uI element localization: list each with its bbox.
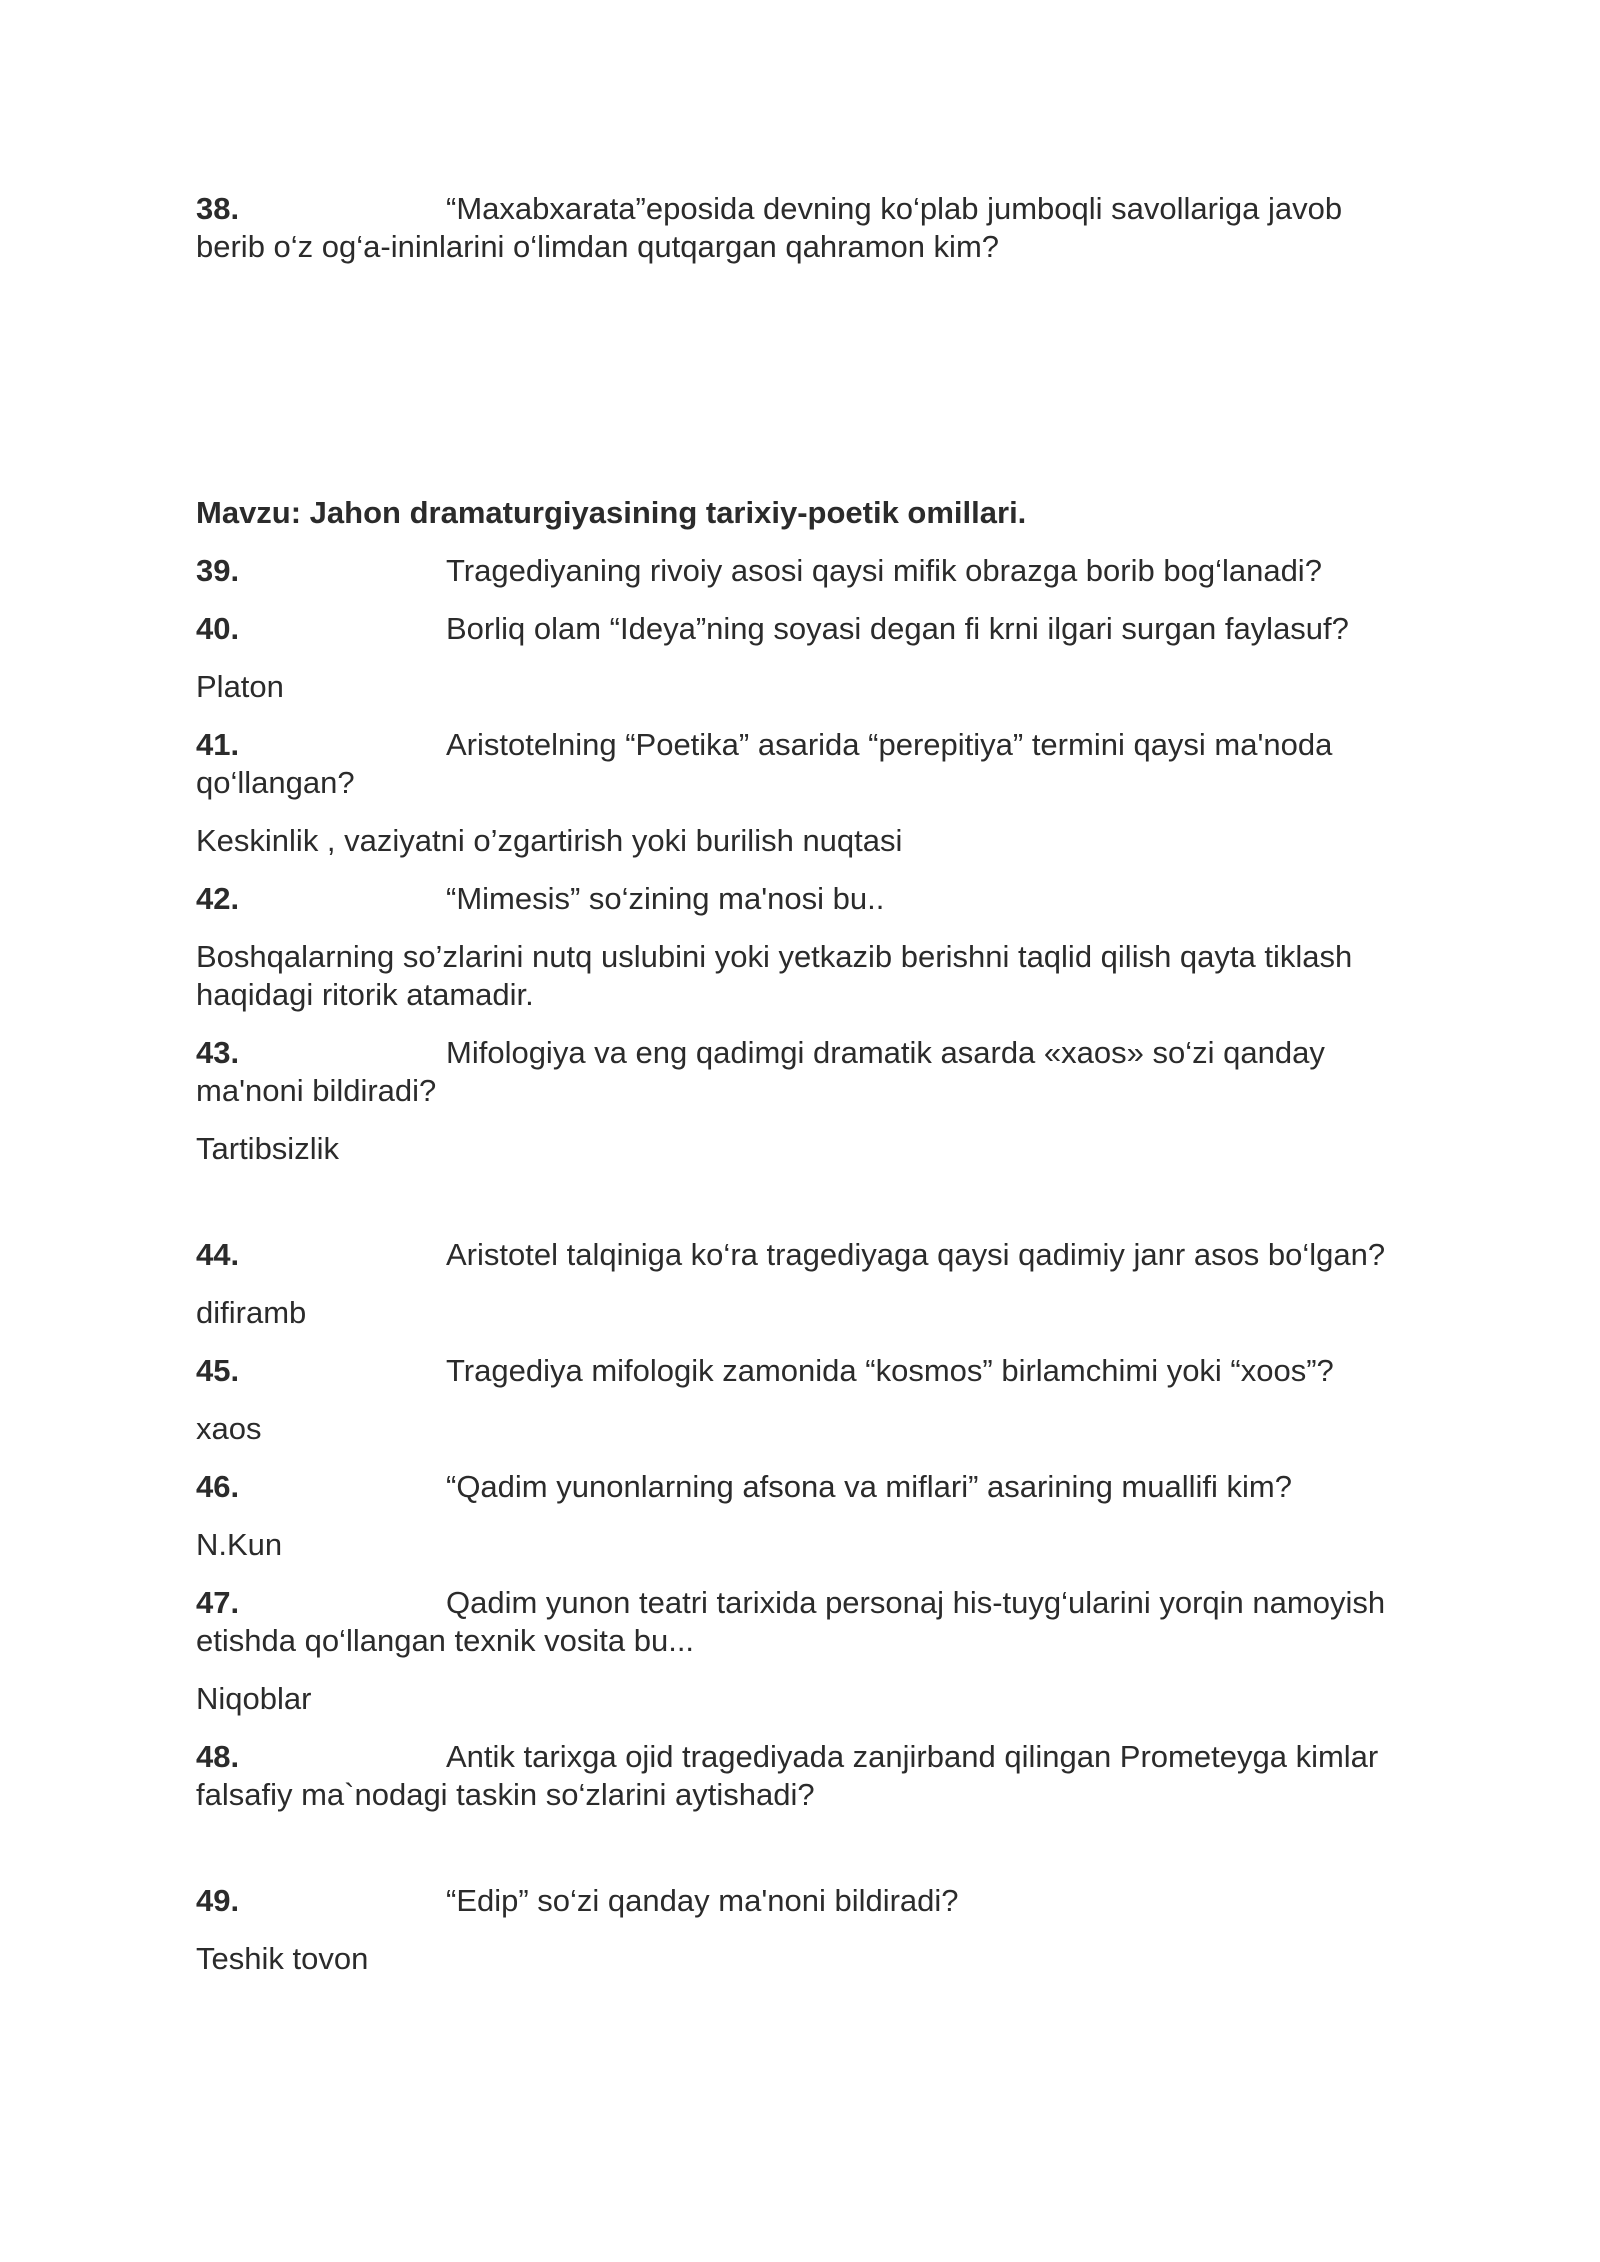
answer-46: N.Kun bbox=[196, 1527, 283, 1562]
answer-43: Tartibsizlik bbox=[196, 1131, 339, 1166]
question-number: 44. bbox=[196, 1237, 240, 1272]
question-text: Qadim yunon teatri tarixida personaj his-tuyg‘ularini yorqin namoyish etishda qo‘llangan texnik vosita bu... bbox=[196, 1585, 1386, 1658]
question-text: “Maxabxarata”eposida devning ko‘plab jumboqli savollariga javob berib o‘z og‘a-ininlarini o‘limdan qutqargan qahramon kim? bbox=[196, 191, 1343, 264]
question-44 bbox=[196, 1236, 1416, 1274]
question-number: 41. bbox=[196, 727, 240, 762]
question-48 bbox=[196, 1738, 1416, 1814]
question-38 bbox=[196, 190, 1416, 266]
question-text: Aristotelning “Poetika” asarida “perepitiya” termini qaysi ma'noda qo‘llangan? bbox=[196, 727, 1333, 800]
question-text: “Edip” so‘zi qanday ma'noni bildiradi? bbox=[446, 1883, 959, 1918]
question-42 bbox=[196, 880, 1416, 918]
question-text: Antik tarixga ojid tragediyada zanjirband qilingan Prometeyga kimlar falsafiy ma`nodagi taskin so‘zlarini aytishadi? bbox=[196, 1739, 1379, 1812]
question-text: Aristotel talqiniga ko‘ra tragediyaga qaysi qadimiy janr asos bo‘lgan? bbox=[446, 1237, 1386, 1272]
question-number: 48. bbox=[196, 1739, 240, 1774]
question-number: 43. bbox=[196, 1035, 240, 1070]
question-number: 39. bbox=[196, 553, 240, 588]
question-text: Borliq olam “Ideya”ning soyasi degan fi krni ilgari surgan faylasuf? bbox=[446, 611, 1349, 646]
question-text: “Qadim yunonlarning afsona va miflari” asarining muallifi kim? bbox=[446, 1469, 1292, 1504]
question-47 bbox=[196, 1584, 1416, 1660]
question-number: 45. bbox=[196, 1353, 240, 1388]
question-text: Tragediyaning rivoiy asosi qaysi mifik obrazga borib bog‘lanadi? bbox=[446, 553, 1322, 588]
answer-42: Boshqalarning so’zlarini nutq uslubini yoki yetkazib berishni taqlid qilish qayta tiklash haqidagi ritorik atamadir. bbox=[196, 939, 1353, 1012]
question-text: Mifologiya va eng qadimgi dramatik asarda «xaos» so‘zi qanday ma'noni bildiradi? bbox=[196, 1035, 1325, 1108]
question-46 bbox=[196, 1468, 1416, 1506]
question-number: 40. bbox=[196, 611, 240, 646]
question-41 bbox=[196, 726, 1416, 802]
question-45 bbox=[196, 1352, 1416, 1390]
question-40 bbox=[196, 610, 1416, 648]
topic-heading: Mavzu: Jahon dramaturgiyasining tarixiy-poetik omillari. bbox=[196, 495, 1027, 530]
question-43 bbox=[196, 1034, 1416, 1110]
question-39 bbox=[196, 552, 1416, 590]
question-number: 47. bbox=[196, 1585, 240, 1620]
question-number: 42. bbox=[196, 881, 240, 916]
document-page bbox=[196, 190, 1416, 1978]
question-49 bbox=[196, 1882, 1416, 1920]
answer-49: Teshik tovon bbox=[196, 1941, 369, 1976]
answer-45: xaos bbox=[196, 1411, 262, 1446]
answer-41: Keskinlik , vaziyatni o’zgartirish yoki burilish nuqtasi bbox=[196, 823, 903, 858]
answer-40: Platon bbox=[196, 669, 284, 704]
question-number: 46. bbox=[196, 1469, 240, 1504]
question-number: 49. bbox=[196, 1883, 240, 1918]
question-text: “Mimesis” so‘zining ma'nosi bu.. bbox=[446, 881, 885, 916]
question-number: 38. bbox=[196, 191, 240, 226]
answer-44: difiramb bbox=[196, 1295, 307, 1330]
answer-47: Niqoblar bbox=[196, 1681, 312, 1716]
question-text: Tragediya mifologik zamonida “kosmos” birlamchimi yoki “xoos”? bbox=[446, 1353, 1334, 1388]
